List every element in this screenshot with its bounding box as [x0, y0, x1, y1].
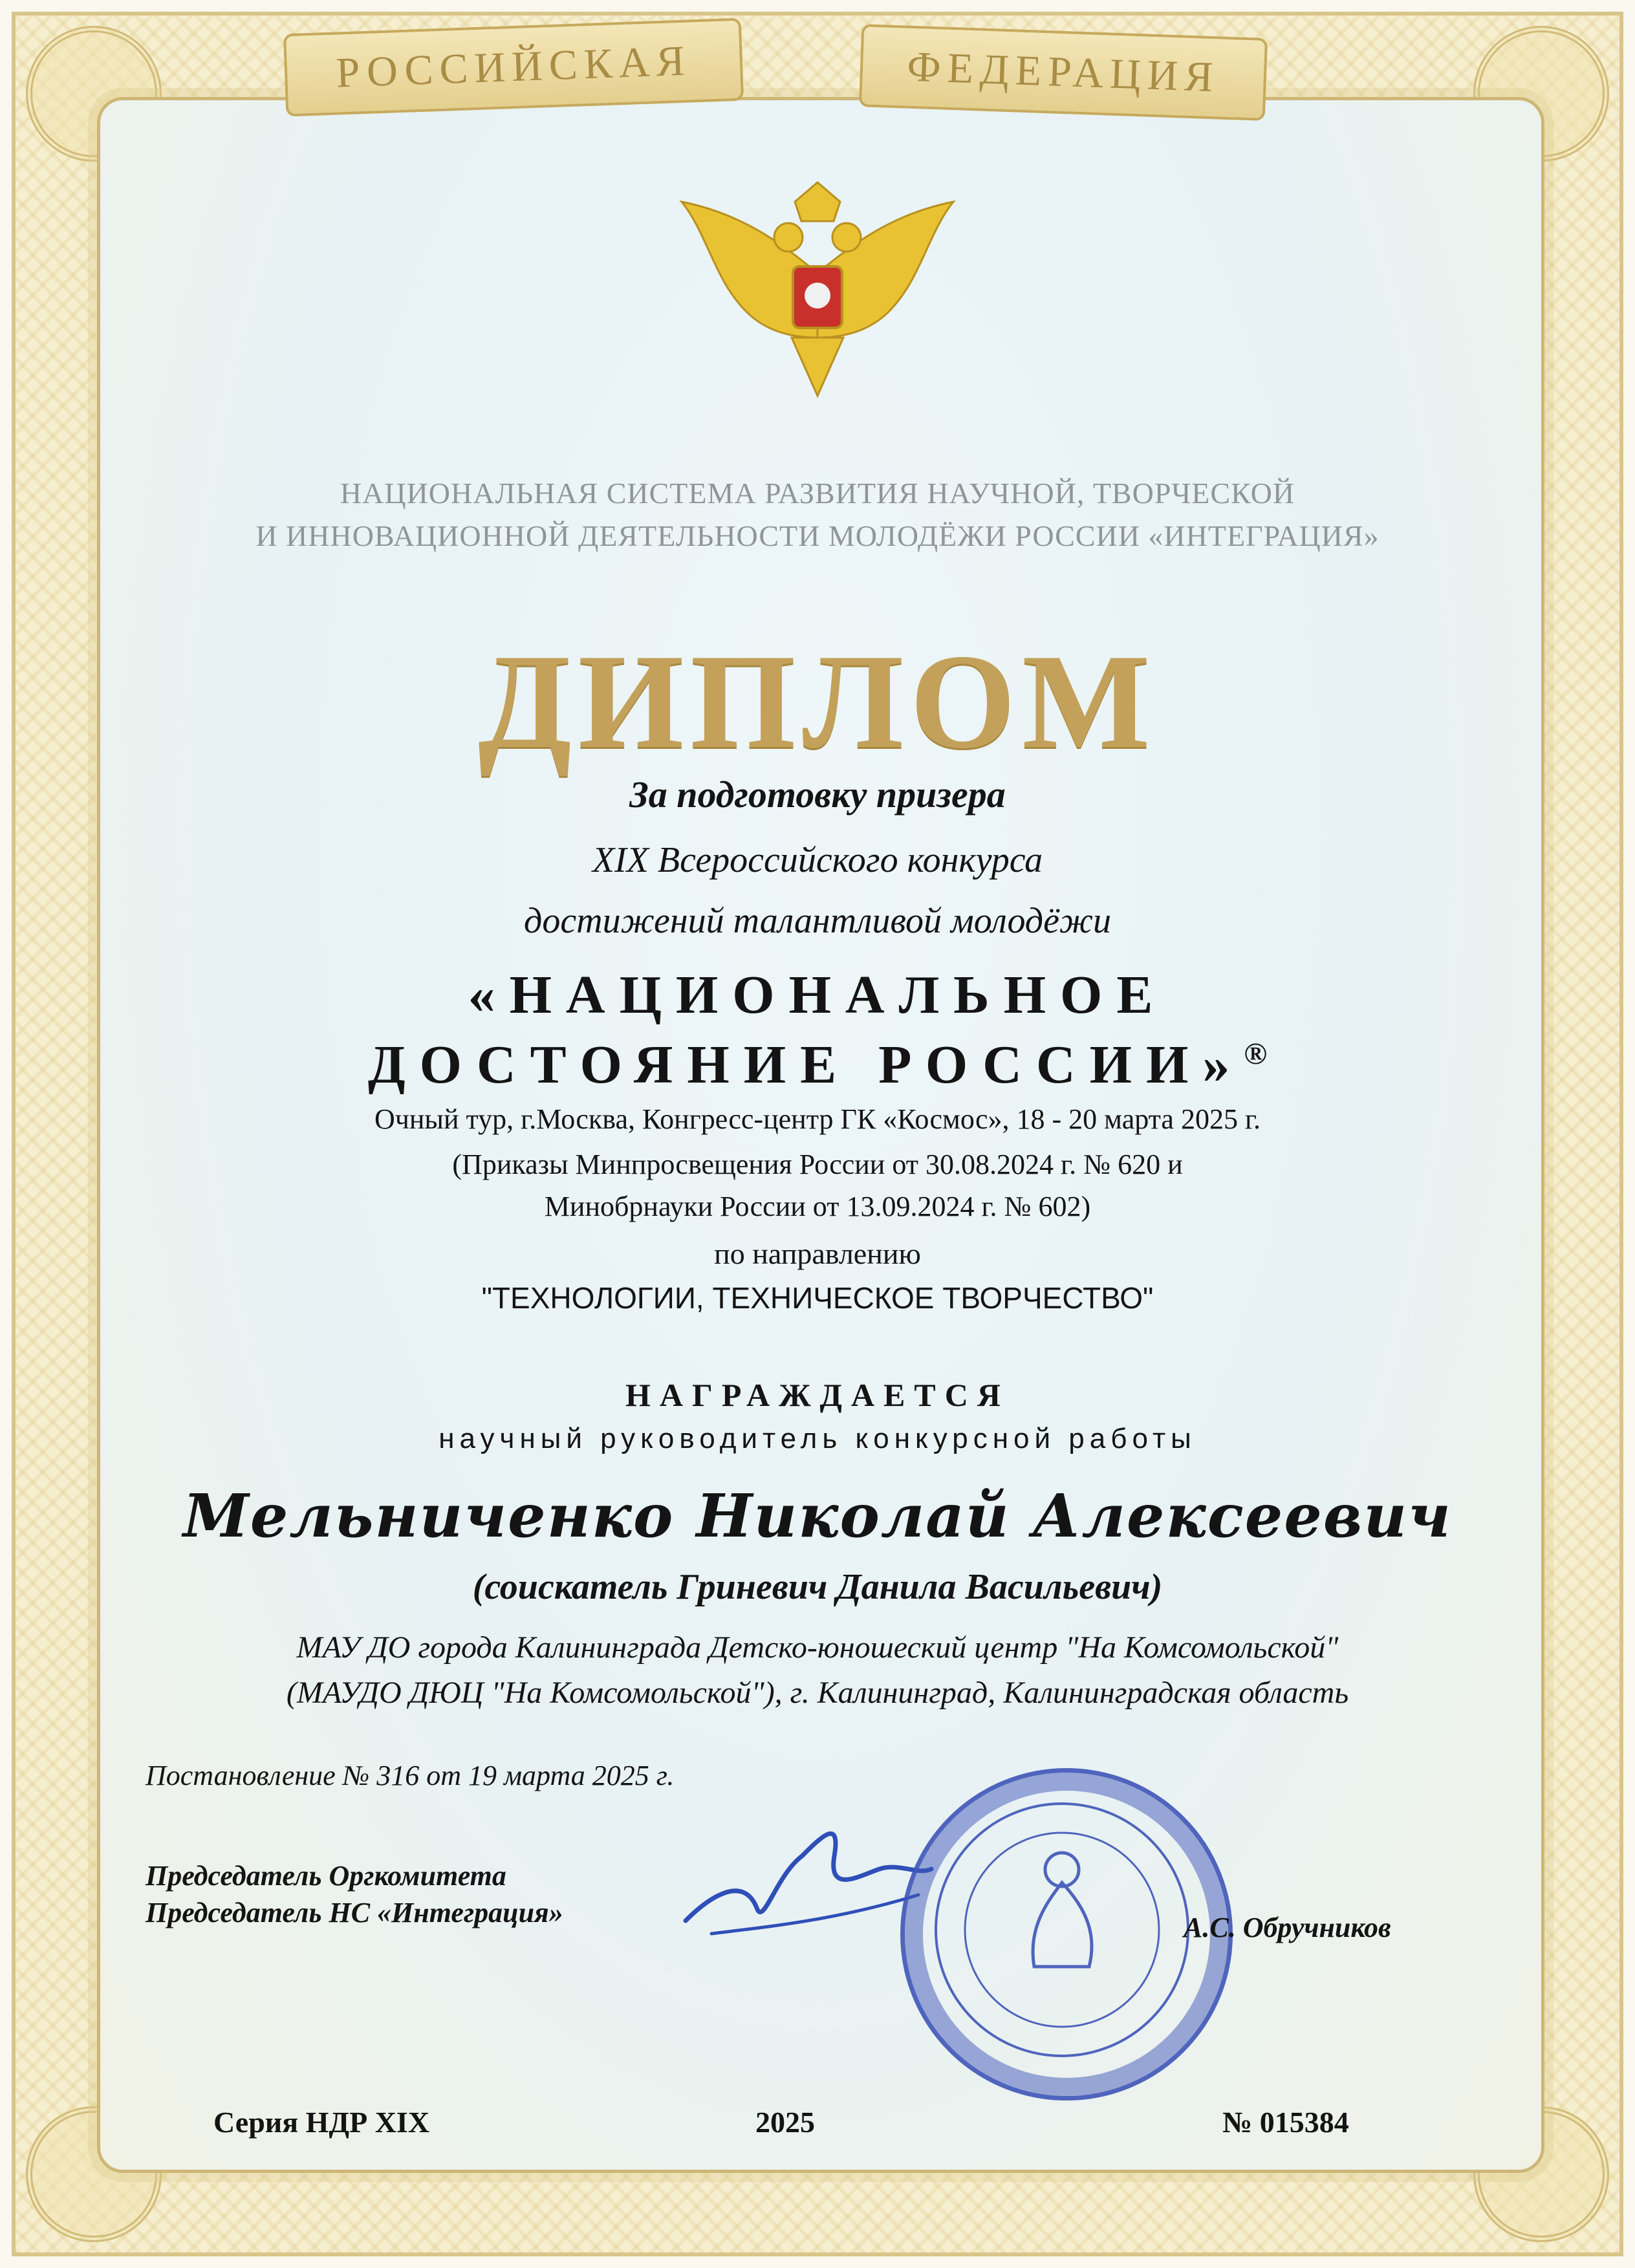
- coat-of-arms-emblem: [669, 176, 966, 409]
- banner-right: [859, 24, 1268, 121]
- signatory-title-2: Председатель НС «Интеграция»: [146, 1897, 563, 1928]
- details-line-2: (Приказы Минпросвещения России от 30.08.2024 г. № 620 и: [452, 1149, 1183, 1180]
- signatory-title-1: Председатель Оргкомитета: [146, 1860, 506, 1892]
- contest-line-2: достижений талантливой молодёжи: [523, 901, 1112, 941]
- subtitle: За подготовку призера: [629, 773, 1006, 815]
- contest-line-1: XIX Всероссийского конкурса: [592, 840, 1043, 880]
- year: 2025: [755, 2106, 815, 2139]
- direction-label: по направлению: [714, 1237, 921, 1270]
- banner-left-text: РОССИЙСКАЯ: [335, 37, 692, 97]
- details-line-1: Очный тур, г.Москва, Конгресс-центр ГК «Космос», 18 - 20 марта 2025 г.: [374, 1103, 1261, 1135]
- resolution: Постановление № 316 от 19 марта 2025 г.: [146, 1760, 675, 1791]
- contest-name-text: ДОСТОЯНИЕ РОССИИ»: [367, 1035, 1244, 1095]
- institution-line-2: (МАУДО ДЮЦ "На Комсомольской"), г. Калининград, Калининградская область: [286, 1676, 1349, 1710]
- registered-mark: ®: [1244, 1037, 1268, 1071]
- organization-line-1: НАЦИОНАЛЬНАЯ СИСТЕМА РАЗВИТИЯ НАУЧНОЙ, ТВОРЧЕСКОЙ: [340, 477, 1295, 510]
- banner-left: [283, 18, 744, 117]
- awarded-heading: НАГРАЖДАЕТСЯ: [625, 1377, 1010, 1413]
- details-line-3: Минобрнауки России от 13.09.2024 г. № 602): [544, 1191, 1091, 1222]
- institution-line-1: МАУ ДО города Калининграда Детско-юношеский центр "На Комсомольской": [296, 1630, 1339, 1665]
- organization-line-2: И ИННОВАЦИОННОЙ ДЕЯТЕЛЬНОСТИ МОЛОДЁЖИ РОССИИ «ИНТЕГРАЦИЯ»: [255, 519, 1380, 552]
- series: Серия НДР XIX: [213, 2106, 430, 2139]
- applicant: (соискатель Гриневич Данила Васильевич): [472, 1567, 1163, 1607]
- award-role: научный руководитель конкурсной работы: [439, 1423, 1196, 1454]
- diploma-number: № 015384: [1222, 2106, 1349, 2139]
- contest-name-line-2: [0, 1033, 1635, 1096]
- organization-header: [0, 472, 1635, 557]
- seal-emblem-icon: [905, 1773, 1219, 2087]
- diploma-title: ДИПЛОМ: [478, 627, 1157, 777]
- recipient-name: Мельниченко Николай Алексеевич: [183, 1481, 1452, 1551]
- direction-value: "ТЕХНОЛОГИИ, ТЕХНИЧЕСКОЕ ТВОРЧЕСТВО": [481, 1281, 1154, 1315]
- banner-right-text: ФЕДЕРАЦИЯ: [906, 43, 1220, 102]
- contest-name-line-1: «НАЦИОНАЛЬНОЕ: [468, 965, 1167, 1025]
- signatory-name: А.С. Обручников: [1184, 1912, 1391, 1943]
- official-seal-stamp: [900, 1768, 1233, 2101]
